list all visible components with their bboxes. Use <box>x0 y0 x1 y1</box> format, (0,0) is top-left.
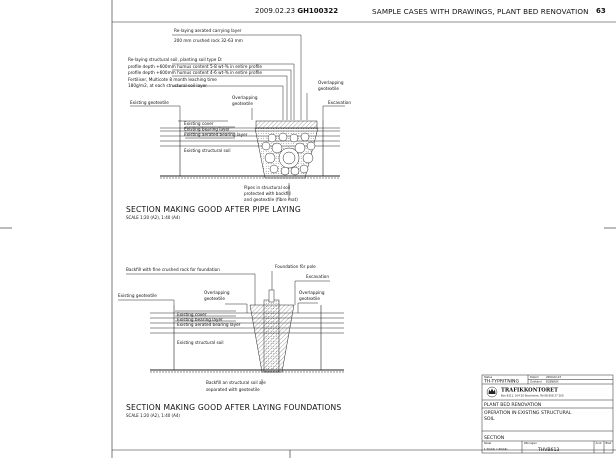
header-page-number: 63 <box>596 7 606 15</box>
label-overlapping-right-1b: Overlapping <box>299 290 325 295</box>
tb-status-label: Status <box>484 375 493 379</box>
section2-title: SECTION MAKING GOOD AFTER LAYING FOUNDATIONS <box>126 403 342 412</box>
label-backfill: Backfill with fine crushed rock for foundation <box>126 267 220 272</box>
label-existing-aerated-2: Existing aerated bearing layer <box>177 322 241 327</box>
section2-scale: SCALE 1:20 (A2), 1:40 (A4) <box>126 413 180 418</box>
header-book-title: SAMPLE CASES WITH DRAWINGS, PLANT BED RENOVATION <box>372 7 589 16</box>
tb-scale: 1:20(A2) 1:40(A4) <box>484 448 508 451</box>
label-pipes-3: and geotextile (fibre mat) <box>244 197 298 202</box>
label-relay-carrying: Re-laying aerated carrying layer <box>174 28 242 33</box>
section1-scale: SCALE 1:20 (A2), 1:40 (A4) <box>126 215 180 220</box>
label-profile-depth-2: profile depth +600mm humus content 4-6 wt-% in entire profile <box>128 70 262 75</box>
tb-organisation: TRAFIKKONTORET <box>501 387 558 394</box>
label-existing-cover: Existing cover <box>184 121 214 126</box>
label-overlapping-mid-1: Overlapping <box>232 95 258 100</box>
section-pipe-laying <box>126 28 351 220</box>
label-existing-aerated: Existing aerated bearing layer <box>184 132 248 137</box>
label-existing-bearing: Existing bearing layer <box>184 126 230 132</box>
tb-line1: PLANT BED RENOVATION <box>484 403 542 408</box>
label-fertiliser-1: Fertiliser, Multicote 8 month leaching time <box>128 77 217 82</box>
label-existing-geotextile-2: Existing geotextile <box>118 293 157 298</box>
tb-sheet-label: Blad <box>605 442 612 445</box>
tb-date-label: Datum <box>530 375 539 379</box>
label-backfill-note-2: separated with geotextile <box>206 387 260 392</box>
tb-drawing-no: THVB613 <box>538 448 560 453</box>
pole-foundation <box>250 290 294 372</box>
label-overlapping-right-2b: geotextile <box>299 296 320 301</box>
label-foundation-for-pole: Foundation för pole <box>275 264 316 269</box>
label-pipes-2: protected with backfill <box>244 191 291 196</box>
label-excavation-2: Excavation <box>306 274 329 279</box>
tb-line2b: SOIL <box>484 417 495 422</box>
tb-address: Box 8311, 104 20 Stockholm, Tel 08-508 27 200 <box>501 394 564 398</box>
label-overlapping-left-1: Overlapping <box>204 290 230 295</box>
label-backfill-note-1: Backfill an structural soil are <box>206 380 266 385</box>
stockholm-crown-icon <box>487 387 497 397</box>
tb-line3: SECTION <box>484 436 505 441</box>
section-laying-foundations <box>118 264 344 418</box>
header-date: 2009.02.23 <box>255 7 296 15</box>
label-overlapping-right-1: Overlapping <box>318 80 344 85</box>
trench-backfill <box>255 121 318 178</box>
label-overlapping-mid-2: geotextile <box>232 101 253 106</box>
label-profile-depth-1: profile depth +600mm humus content 5-8 wt-% in entire profile <box>128 64 262 69</box>
label-existing-geotextile: Existing geotextile <box>130 100 169 105</box>
tb-revised-label: Godkänd <box>530 380 542 384</box>
label-excavation: Excavation <box>328 100 351 105</box>
section1-title: SECTION MAKING GOOD AFTER PIPE LAYING <box>126 205 301 214</box>
label-overlapping-right-2: geotextile <box>318 86 339 91</box>
label-relay-structural: Re-laying structural soil, planting soil type D: <box>128 57 223 62</box>
label-existing-structural-2: Existing structural soil <box>177 340 224 345</box>
header-code: GH100322 <box>297 7 339 15</box>
label-existing-cover-2: Existing cover <box>177 312 207 317</box>
tb-drawing-no-label: Ritningsnr <box>524 442 538 445</box>
title-block <box>482 375 613 453</box>
tb-date: 2009-02-23 <box>546 376 562 379</box>
label-pipes-1: Pipes in structural soil <box>244 185 291 190</box>
label-fertiliser-2: 180g/m2, at each structural soil layer <box>128 83 207 88</box>
label-overlapping-left-2: geotextile <box>204 296 225 301</box>
label-existing-bearing-2: Existing bearing layer <box>177 317 223 322</box>
tb-scale-label: Skala <box>484 442 492 445</box>
tb-line2a: OPERATION IN EXISTING STRUCTURAL <box>484 411 572 416</box>
tb-revised: EGENBOX <box>546 380 559 384</box>
tb-rev-label: Ändr <box>595 442 602 445</box>
tb-status: TH-TYPRITNING <box>484 379 520 385</box>
label-existing-structural: Existing structural soil <box>184 148 231 153</box>
label-crushed-rock: 200 mm crushed rock 32-63 mm <box>174 38 243 43</box>
